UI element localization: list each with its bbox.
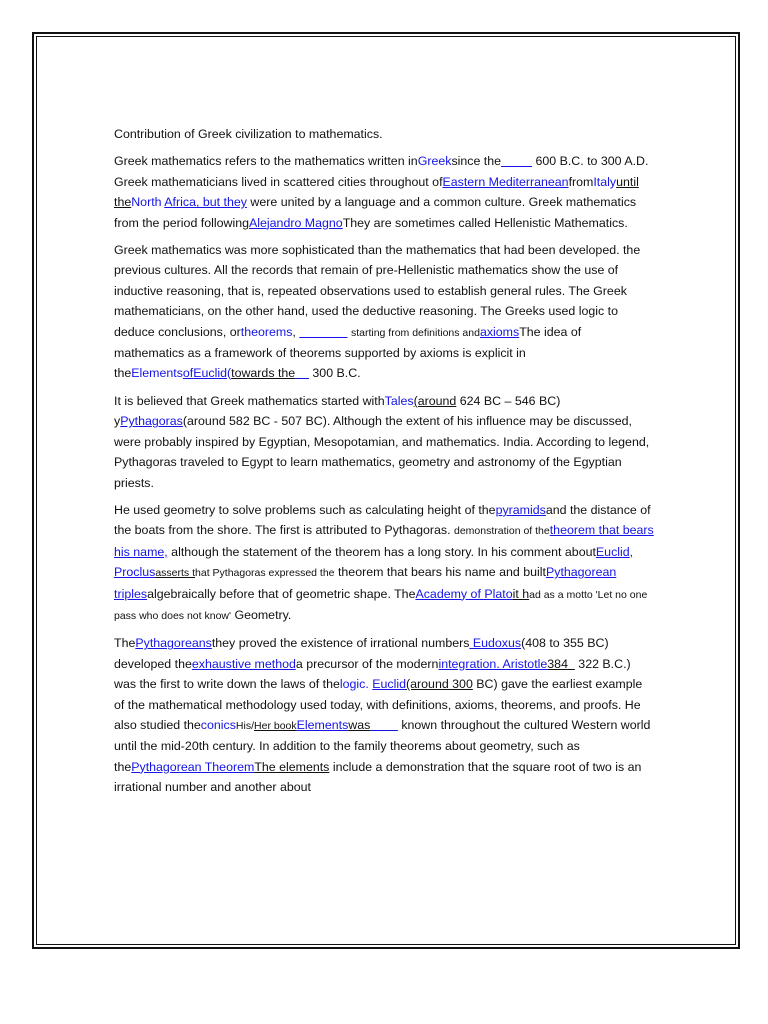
text-run: , — [292, 324, 300, 339]
text-run: The idea of mathematics as a framework of theorems supported by axioms is explicit in the — [114, 324, 582, 381]
text-run: since the — [451, 154, 502, 169]
text-run: it h — [512, 586, 530, 601]
hyperlink[interactable]: integration. Aristotle — [438, 656, 548, 671]
paragraph — [114, 391, 654, 493]
text-run: a precursor of the modern — [295, 656, 439, 671]
hyperlink[interactable] — [295, 366, 309, 380]
text-run: 384 — [547, 656, 568, 671]
hyperlink[interactable]: Eastern Mediterranean — [442, 174, 569, 189]
hyperlink[interactable]: Euclid — [372, 677, 407, 692]
text-run: until the — [114, 174, 639, 210]
hyperlink[interactable]: logic. — [339, 677, 373, 692]
hyperlink[interactable]: Italy — [593, 174, 617, 189]
text-run: asserts t — [155, 567, 196, 580]
text-run: and the distance of the boats from the shore. The first is attributed to Pythagoras. — [114, 502, 651, 538]
text-run: although the statement of the theorem has a long story. In his comment about — [167, 544, 596, 559]
text-run: They are sometimes called Hellenistic Mathematics. — [342, 215, 628, 230]
paragraph — [114, 500, 654, 626]
text-run: He used geometry to solve problems such as calculating height of the — [114, 502, 496, 517]
hyperlink[interactable]: Pythagorean Theorem — [131, 759, 255, 774]
hyperlink[interactable] — [299, 325, 347, 339]
hyperlink[interactable] — [370, 718, 398, 732]
text-run: His/ — [235, 719, 255, 732]
text-run: 600 B.C. to 300 A.D. Greek mathematicians lived in scattered cities throughout of — [114, 154, 649, 189]
hyperlink[interactable]: exhaustive method — [191, 656, 296, 671]
paragraphs — [114, 151, 654, 797]
text-run: 322 B.C.) was the first to write down the laws of the — [114, 656, 631, 692]
text-run: starting from definitions and — [350, 326, 480, 339]
hyperlink[interactable]: Africa, but they — [164, 195, 247, 210]
document-body — [114, 124, 654, 805]
hyperlink[interactable]: Pythagorean triples — [114, 565, 617, 601]
hyperlink[interactable]: Elements — [131, 366, 183, 381]
text-run: towards the — [231, 366, 296, 381]
text-run: Geometry. — [231, 607, 292, 622]
text-run: include a demonstration that the square root of two is an irrational number and another about — [114, 759, 642, 795]
text-run: (around 582 BC - 507 BC). Although the extent of his influence may be discussed, were probably inspired by Egyptian, Mesopotamian, and mathematics. India. According to legend, Pythagoras traveled to Egypt to learn mathematics, geometry and astronomy of the Egyptian priests. — [114, 414, 650, 490]
paragraph — [114, 240, 654, 384]
hyperlink[interactable]: Greek — [417, 154, 452, 169]
hyperlink[interactable]: of — [182, 366, 194, 381]
text-run: demonstration of the — [454, 525, 550, 538]
text-run: hat Pythagoras expressed the — [195, 567, 335, 580]
paragraph — [114, 151, 654, 233]
text-run: were united by a language and a common culture. Greek mathematics from the period following — [114, 195, 637, 230]
document-title: Contribution of Greek civilization to mathematics. — [114, 127, 383, 141]
text-run: Greek mathematics refers to the mathematics written in — [114, 154, 418, 169]
hyperlink[interactable] — [501, 154, 532, 168]
text-run: Greek mathematics was more sophisticated than the mathematics that had been developed. the previous cultures. All the records that remain of pre-Hellenistic mathematics show the use of inductive reasoning, that is, repeated observations used to establish general rules. The Greek mathematicians, on the other hand, used the deductive reasoning. The Greeks used logic to deduce conclusions, or — [114, 243, 641, 339]
text-run — [568, 657, 575, 671]
text-run: The elements — [254, 759, 330, 774]
hyperlink[interactable]: theorems — [240, 324, 293, 339]
paragraph — [114, 633, 654, 797]
hyperlink[interactable]: conics — [200, 717, 236, 732]
text-run: BC) gave the earliest example of the mathematical methodology used today, with definitions, axioms, theorems, and proofs. He also studied the — [114, 677, 643, 732]
text-run: they proved the existence of irrational numbers — [211, 636, 470, 651]
text-run: Her book — [254, 719, 297, 732]
text-run: (around — [413, 393, 457, 408]
text-run: theorem that bears his name and built — [334, 565, 546, 580]
text-run: 300 B.C. — [308, 366, 361, 381]
hyperlink[interactable]: Euclid — [193, 366, 227, 381]
hyperlink[interactable]: North — [131, 195, 165, 210]
text-run: The — [114, 636, 136, 651]
hyperlink[interactable]: theorem that bears his name, — [114, 523, 654, 559]
hyperlink[interactable]: pyramids — [495, 502, 546, 517]
hyperlink[interactable]: Tales — [384, 393, 414, 408]
text-run: It is believed that Greek mathematics started with — [114, 393, 385, 408]
hyperlink[interactable]: Academy of Plato — [415, 586, 513, 601]
text-run: algebraically before that of geometric shape. The — [147, 586, 416, 601]
text-run: from — [568, 174, 594, 189]
hyperlink[interactable]: axioms — [479, 324, 520, 339]
hyperlink[interactable]: Eudoxus — [469, 636, 522, 651]
hyperlink[interactable]: , Proclus — [114, 544, 634, 580]
text-run: known throughout the cultured Western world until the mid-20th century. In addition to the family theorems about geometry, such as the — [114, 717, 651, 774]
text-run: (408 to 355 BC) developed the — [114, 636, 609, 671]
hyperlink[interactable]: Elements — [296, 717, 349, 732]
text-run: ad as a motto 'Let no one pass who does not know' — [114, 588, 648, 622]
hyperlink[interactable]: Pythagoreans — [135, 636, 212, 651]
text-run: was — [348, 717, 371, 732]
text-run: (around 300 — [406, 677, 473, 692]
hyperlink[interactable]: Alejandro Magno — [249, 215, 343, 230]
hyperlink[interactable]: ( — [226, 366, 232, 381]
text-run: 624 BC – 546 BC) y — [114, 393, 561, 429]
hyperlink[interactable]: Pythagoras — [120, 414, 183, 429]
hyperlink[interactable]: Euclid — [595, 544, 630, 559]
